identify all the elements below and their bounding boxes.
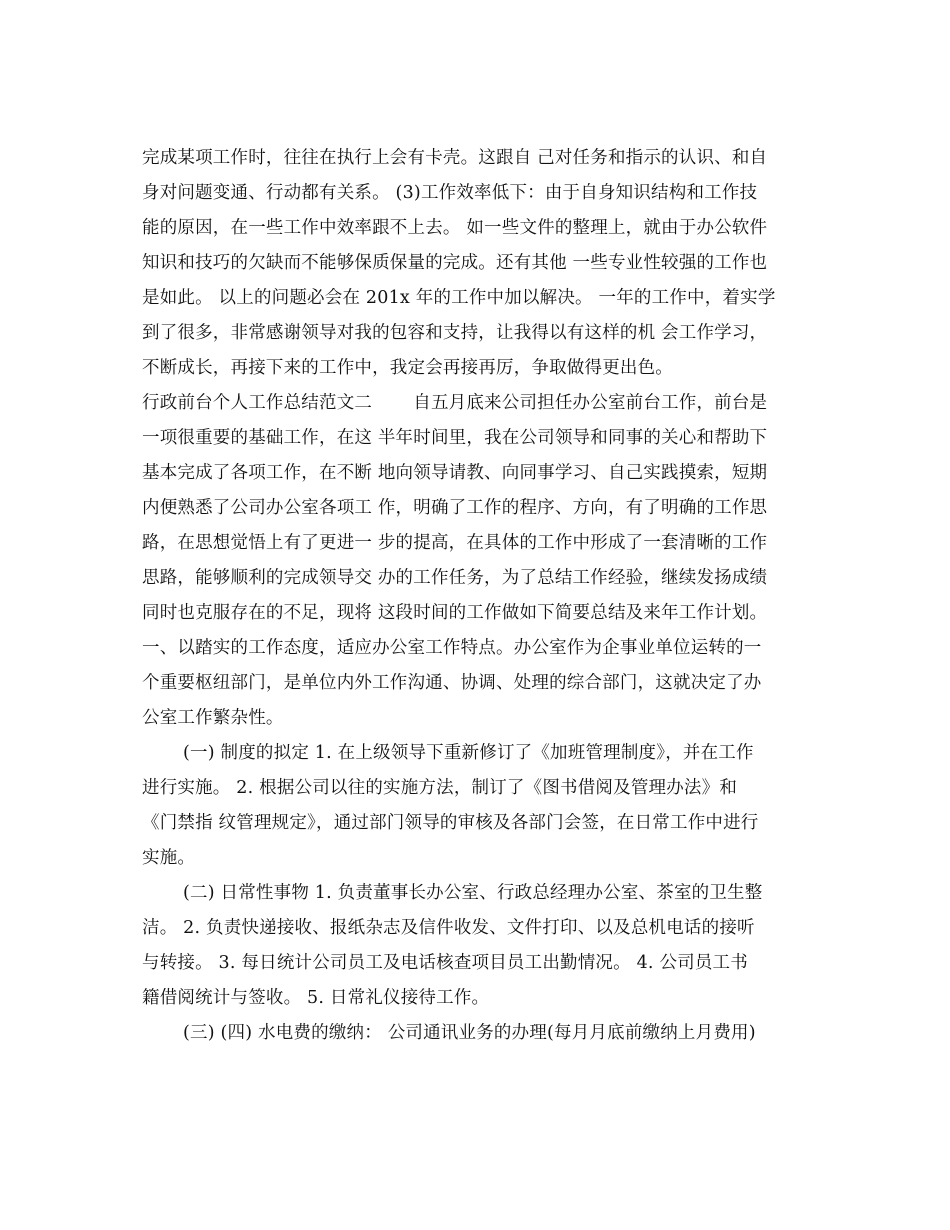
text-line: 身对问题变通、行动都有关系。 (3)工作效率低下：由于自身知识结构和工作技 — [142, 183, 758, 203]
text-line: 内便熟悉了公司办公室各项工 作，明确了工作的程序、方向，有了明确的工作思 — [142, 498, 768, 518]
text-line: 到了很多，非常感谢领导对我的包容和支持，让我得以有这样的机 会工作学习， — [142, 323, 768, 343]
subsection-line: (一) 制度的拟定 1. 在上级领导下重新修订了《加班管理制度》，并在工作 — [183, 743, 754, 763]
text-line: 不断成长，再接下来的工作中，我定会再接再厉，争取做得更出色。 — [142, 358, 673, 378]
text-line: 与转接。 3. 每日统计公司员工及电话核查项目员工出勤情况。 4. 公司员工书 — [142, 953, 748, 973]
text-line: 《门禁指 纹管理规定》，通过部门领导的审核及各部门会签，在日常工作中进行 — [142, 813, 759, 833]
text-line: 实施。 — [142, 848, 196, 868]
text-line: 知识和技巧的欠缺而不能够保质保量的完成。还有其他 一些专业性较强的工作也 — [142, 253, 768, 273]
section-heading-line: 行政前台个人工作总结范文二 自五月底来公司担任办公室前台工作，前台是 — [142, 393, 768, 413]
text-line: 进行实施。 2. 根据公司以往的实施方法，制订了《图书借阅及管理办法》和 — [142, 778, 738, 798]
text-line: 能的原因，在一些工作中效率跟不上去。 如一些文件的整理上，就由于办公软件 — [142, 218, 768, 238]
text-line: 同时也克服存在的不足，现将 这段时间的工作做如下简要总结及来年工作计划。 — [142, 603, 768, 623]
text-line: 一、以踏实的工作态度，适应办公室工作特点。办公室作为企事业单位运转的一 — [142, 638, 762, 658]
text-line: 籍借阅统计与签收。 5. 日常礼仪接待工作。 — [142, 988, 490, 1008]
text-line: 一项很重要的基础工作，在这 半年时间里，我在公司领导和同事的关心和帮助下 — [142, 428, 768, 448]
text-line: 路，在思想觉悟上有了更进一 步的提高，在具体的工作中形成了一套清晰的工作 — [142, 533, 768, 553]
subsection-line: (三) (四) 水电费的缴纳： 公司通讯业务的办理(每月月底前缴纳上月费用) — [183, 1023, 756, 1043]
text-line: 完成某项工作时，往往在执行上会有卡壳。这跟自 己对任务和指示的认识、和自 — [142, 148, 768, 168]
text-line: 思路，能够顺利的完成领导交 办的工作任务，为了总结工作经验，继续发扬成绩 — [142, 568, 768, 588]
text-line: 洁。 2. 负责快递接收、报纸杂志及信件收发、文件打印、以及总机电话的接听 — [142, 918, 755, 938]
text-line: 基本完成了各项工作，在不断 地向领导请教、向同事学习、自己实践摸索，短期 — [142, 463, 768, 483]
text-line: 个重要枢纽部门，是单位内外工作沟通、协调、处理的综合部门，这就决定了办 — [142, 673, 762, 693]
subsection-line: (二) 日常性事物 1. 负责董事长办公室、行政总经理办公室、茶室的卫生整 — [183, 883, 763, 903]
text-line: 是如此。 以上的问题必会在 201x 年的工作中加以解决。 一年的工作中，着实学 — [142, 288, 776, 308]
text-line: 公室工作繁杂性。 — [142, 708, 284, 728]
